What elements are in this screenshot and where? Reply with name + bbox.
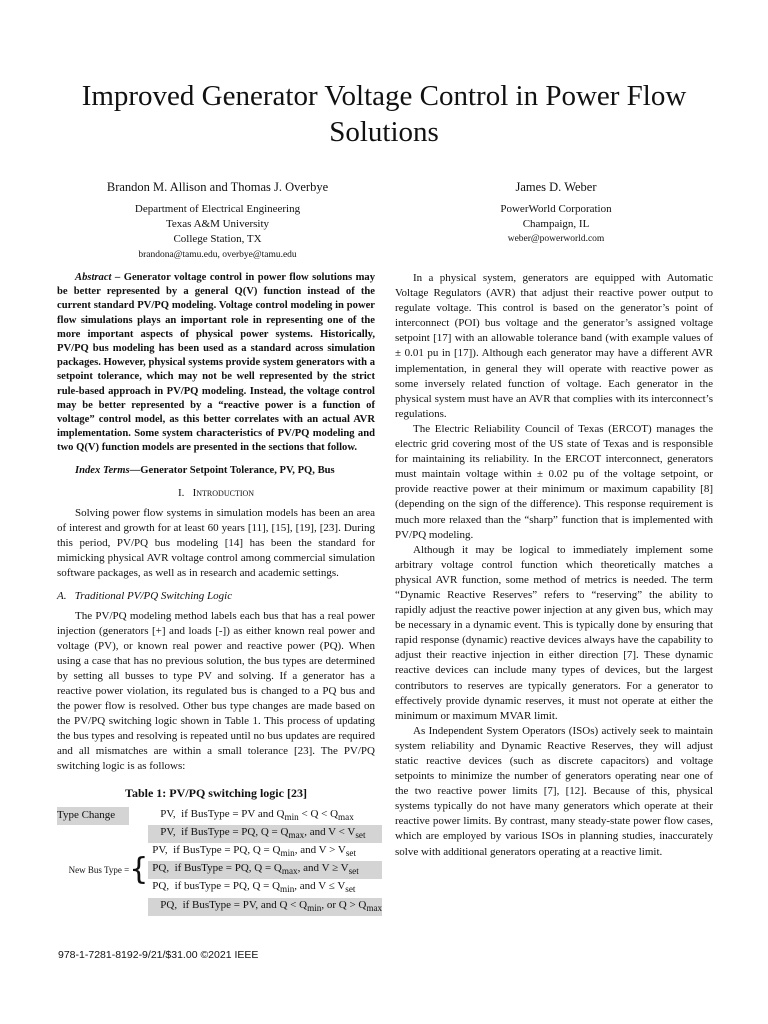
avr-paragraph: In a physical system, generators are equipped with Automatic Voltage Regulators (AVR) that adjust their reactive power output to regulate voltage. This control is based on the generator’s point of interconnect (POI) bus voltage and the generator’s assigned voltage setpoint [17] with an allowable tolerance band (with example values of ± 0.01 pu in [17]). Although each generator may have a different AVR implementation, in general they will operate with reactive power as some inversely related function of voltage. Each generator in the physical system must have an AVR that complies with its interconnect’s regulations. (395, 272, 713, 420)
author-email: weber@powerworld.com (507, 234, 605, 245)
table-caption: Table 1: PV/PQ switching logic [23] (125, 785, 307, 800)
brace-icon: { (129, 852, 149, 888)
right-column (395, 271, 713, 860)
index-terms-label: Index Terms (75, 464, 130, 476)
table-row: PV, if BusType = PQ, $Q = Q_{min}$, and $V > V_{set}$ (152, 844, 357, 859)
switching-logic-table (57, 807, 382, 916)
author-names: Brandon M. Allison and Thomas J. Overbye (106, 180, 329, 194)
author-block-1 (60, 178, 375, 263)
iso-paragraph: As Independent System Operators (ISOs) actively seek to maintain system reliability and Dynamic Reactive Reserves, they will adjust static reactive devices (such as discrete capacitors) and voltage setpoints to minimize the number of generators operating near one of the two reactive power limits [7], [12]. Because of this, physical systems typically do not have many generators which operate at their reactive power limits. By contrast, many steady-state power flow cases, which are employed by various ISOs in planning studies, inaccurately solve with additional generators operating at a reactive limit. (395, 724, 713, 858)
subsection-title: Traditional PV/PQ Switching Logic (74, 590, 233, 603)
index-terms: Index Terms—Generator Setpoint Tolerance, PV, PQ, Bus (75, 464, 335, 476)
table-row: PV, if BusType = PV and $Q_{min} < Q < Q_{max}$ (160, 807, 354, 822)
abstract: Abstract – Generator voltage control in power flow solutions may be better represented by a general Q(V) function instead of the current standard PV/PQ modeling. Voltage control modeling in power flow simulations plays an important role in representing one of the more important aspects of physical power systems. Historically, PV/PQ bus modeling has been used as a standard across simulation packages. However, physical systems provide system generators with a setpoint tolerance, which may not be well represented by the strict rule-based approach in PV/PQ modeling. Instead, the voltage control may be better represented by a “reactive power is a function of voltage” control model, as this better correlates with an actual AVR implementation. Some system characteristics of PV/PQ modeling and two Q(V) function models are presented in the sections that follow. (57, 272, 376, 454)
type-change-label: Type Change (57, 807, 129, 825)
table-row: PQ, if busType = PQ, $Q = Q_{min}$, and $V \le V_{set}$ (152, 880, 356, 895)
intro-paragraph: Solving power flow systems in simulation models has been an area of interest and growth for at least 60 years [11], [15], [19], [23]. During this period, PV/PQ bus modeling [14] has been the standard for mimicking physical AVR voltage control among commercial simulation software packages, as well as in research and academic settings. (57, 506, 375, 580)
left-column (57, 271, 383, 916)
author-email: brandona@tamu.edu, overbye@tamu.edu (138, 249, 297, 260)
author-affiliation-line: Champaign, IL (522, 218, 590, 231)
pvpq-paragraph: The PV/PQ modeling method labels each bus that has a real power injection (generators [+] and loads [-]) as either known real power and voltage (PV), or known real power and reactive power (PQ). When using a case that has no previous solution, the bus types are determined by setting all busses to type PV and solving. If a generator has a reactive power violation, its regulated bus is changed to a PQ bus and the power flow is resolved. Other bus type changes are made based on the PV/PQ switching logic shown in Table 1. This process of updating the bus types and resolving is repeated until no bus updates are required and all mismatches are within a small tolerance [23]. The PV/PQ switching logic is as follows: (57, 609, 375, 773)
paper-title: Improved Generator Voltage Control in Power Flow Solutions (81, 80, 687, 148)
reserves-paragraph: Although it may be logical to immediately implement some arbitrary voltage control function which theoretically matches a physical AVR function, some method of metrics is needed. The term “Dynamic Reactive Reserves” refers to “reserving” the ability to rapidly adjust the reactive power injection at any given bus, which may be necessary in a dynamic event. This is typically done by ensuring that rapid response (dynamic) reactive devices always have the capability to adjust their reactive injection in either direction [7]. These dynamic reactive devices can include many types of devices, but the largest contributors to reserves are typically generators. For a generator to effectively provide dynamic reserves, it must not operate at either the minimum or maximum MVAR limit. (395, 543, 713, 722)
index-terms-text: Generator Setpoint Tolerance, PV, PQ, Bus (140, 464, 335, 476)
section-number: I. (177, 486, 185, 499)
subsection-heading (57, 589, 375, 604)
abstract-label: Abstract (75, 272, 112, 283)
section-heading (57, 486, 375, 501)
abstract-text: Generator voltage control in power flow solutions may be better represented by a general Q(V) function instead of the current standard PV/PQ modeling. Voltage control modeling in power flow simulations plays an important role in representing one of the more important aspects of physical power systems. Historically, PV/PQ bus modeling has been used as a standard across simulation packages. However, physical systems provide system generators with a setpoint tolerance, which may not be well represented by the strict rule-based approach in PV/PQ modeling. Instead, the voltage control may be better represented by a “reactive power is a function of voltage” control model, as this better correlates with an actual AVR implementation. Some system characteristics of PV/PQ modeling and two Q(V) function models are presented in the sections that follow. (57, 272, 376, 454)
author-affiliation-line: Department of Electrical Engineering (134, 203, 301, 215)
copyright-footer: 978-1-7281-8192-9/21/$31.00 ©2021 IEEE (58, 949, 259, 961)
author-affiliation-line: Texas A&M University (165, 218, 270, 231)
table-row: PV, if BusType = PQ, $Q = Q_{max}$, and $V < V_{set}$ (148, 825, 382, 843)
ercot-paragraph: The Electric Reliability Council of Texas (ERCOT) manages the electric grid covering most of the US state of Texas and is responsible for maintaining its reliability. In the ERCOT interconnect, generators must maintain voltage within ± 0.02 pu of the voltage setpoint, or provide reactive power at their minimum or maximum capability [8] (depending on the sign of the difference). This response requirement is much more relaxed than the “sharp” function that is implemented with PV/PQ modeling. (395, 422, 713, 541)
table-row: PQ, if BusType = PQ, $Q = Q_{max}$, and $V \ge V_{set}$ (148, 861, 382, 879)
author-affiliation-line: College Station, TX (173, 233, 262, 246)
table-row: PQ, if BusType = PV, and $Q < Q_{min}$, or $Q > Q_{max}$ (148, 898, 382, 916)
section-title: Introduction (192, 486, 255, 499)
subsection-label: A. (57, 590, 67, 603)
author-block-2 (426, 178, 686, 248)
author-affiliation-line: PowerWorld Corporation (500, 203, 612, 215)
new-bus-type-label: New Bus Type = (68, 864, 130, 875)
author-names: James D. Weber (515, 180, 597, 194)
